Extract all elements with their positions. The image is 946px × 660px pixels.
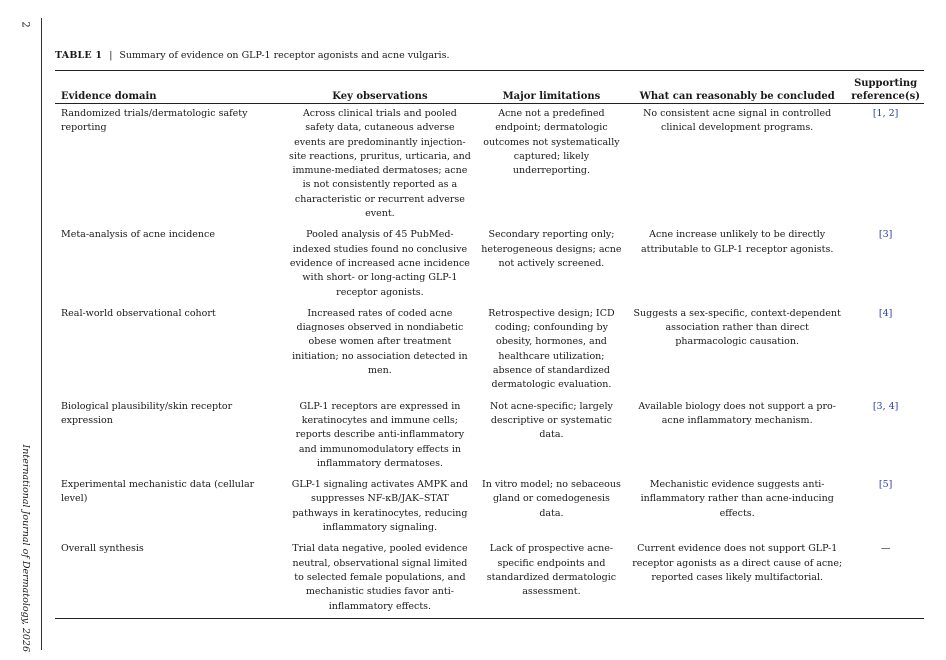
- cell-limitations: Retrospective design; ICD coding; confounding by obesity, hormones, and healthcare utilization; absence of standardized dermatologic evaluation.: [488, 307, 615, 391]
- evidence-table: [55, 71, 924, 617]
- table-bottom-rule: [55, 618, 924, 619]
- table-header-row: [55, 71, 924, 103]
- cell-domain: Real-world observational cohort: [61, 307, 216, 319]
- cell-references-link[interactable]: [3, 4]: [872, 400, 899, 412]
- table-caption: [55, 50, 449, 61]
- cell-domain: Biological plausibility/skin receptor expression: [61, 400, 233, 426]
- cell-observations: Across clinical trials and pooled safety data, cutaneous adverse events are predominantly injection-site reactions, pruritus, urticaria, and immune-mediated dermatoses; acne is not consistently reported as a characteristic or recurrent adverse event.: [288, 108, 471, 220]
- cell-domain: Meta-analysis of acne incidence: [61, 229, 215, 241]
- margin-rule: [41, 18, 42, 650]
- cell-limitations: In vitro model; no sebaceous gland or comedogenesis data.: [482, 479, 621, 519]
- cell-conclusion: Available biology does not support a pro-acne inflammatory mechanism.: [638, 400, 836, 426]
- table-label: TABLE 1: [55, 50, 103, 61]
- cell-observations: GLP-1 signaling activates AMPK and suppresses NF-κB/JAK–STAT pathways in keratinocytes, reducing inflammatory signaling.: [291, 479, 469, 534]
- cell-conclusion: Acne increase unlikely to be directly attributable to GLP-1 receptor agonists.: [640, 229, 834, 255]
- cell-references-link[interactable]: [3]: [878, 229, 893, 241]
- cell-references-link[interactable]: [1, 2]: [872, 108, 899, 119]
- cell-limitations: Not acne-specific; largely descriptive or systematic data.: [489, 400, 613, 441]
- cell-references-link[interactable]: [4]: [878, 307, 893, 319]
- table-row: [55, 103, 924, 224]
- table-row: [55, 474, 924, 538]
- header-key-observations: Key observations: [332, 91, 428, 102]
- cell-limitations: Lack of prospective acne-specific endpoints and standardized dermatologic assessment.: [486, 543, 617, 598]
- table-row: [55, 303, 924, 396]
- table-row: [55, 224, 924, 302]
- cell-limitations: Acne not a predefined endpoint; dermatologic outcomes not systematically captured; likely underreporting.: [483, 108, 620, 177]
- header-references: Supporting reference(s): [851, 78, 920, 102]
- page-number: 2: [19, 21, 31, 28]
- header-evidence-domain: Evidence domain: [61, 91, 157, 102]
- header-major-limitations: Major limitations: [502, 91, 601, 102]
- cell-observations: GLP-1 receptors are expressed in keratinocytes and immune cells; reports describe anti-inflammatory and immunomodulatory effects in inflammatory dermatoses.: [295, 400, 465, 469]
- caption-separator: |: [109, 50, 113, 61]
- cell-conclusion: Suggests a sex-specific, context-dependent association rather than direct pharmacologic causation.: [633, 307, 841, 348]
- header-conclusion: What can reasonably be concluded: [639, 91, 835, 102]
- table-row: [55, 396, 924, 474]
- journal-footer: [20, 444, 34, 652]
- cell-conclusion: No consistent acne signal in controlled clinical development programs.: [643, 108, 832, 134]
- cell-domain: Randomized trials/dermatologic safety reporting: [61, 108, 248, 134]
- table-row: [55, 538, 924, 616]
- cell-domain: Experimental mechanistic data (cellular level): [61, 479, 255, 505]
- cell-observations: Pooled analysis of 45 PubMed-indexed studies found no conclusive evidence of increased acne incidence with short- or long-acting GLP-1 receptor agonists.: [289, 229, 470, 298]
- cell-limitations: Secondary reporting only; heterogeneous designs; acne not actively screened.: [481, 229, 622, 269]
- cell-references: —: [880, 543, 891, 555]
- cell-references-link[interactable]: [5]: [878, 479, 893, 491]
- cell-observations: Increased rates of coded acne diagnoses observed in nondiabetic obese women after treatment initiation; no association detected in men.: [292, 307, 468, 377]
- cell-conclusion: Current evidence does not support GLP-1 receptor agonists as a direct cause of acne; reported cases likely multifactorial.: [632, 543, 843, 583]
- journal-name: International Journal of Dermatology, 2026: [20, 444, 31, 652]
- cell-domain: Overall synthesis: [61, 543, 144, 555]
- cell-conclusion: Mechanistic evidence suggests anti-inflammatory rather than acne-inducing effects.: [640, 479, 834, 519]
- caption-text: Summary of evidence on GLP-1 receptor agonists and acne vulgaris.: [119, 50, 450, 61]
- cell-observations: Trial data negative, pooled evidence neutral, observational signal limited to selected female populations, and mechanistic studies favor anti-inflammatory effects.: [292, 543, 468, 612]
